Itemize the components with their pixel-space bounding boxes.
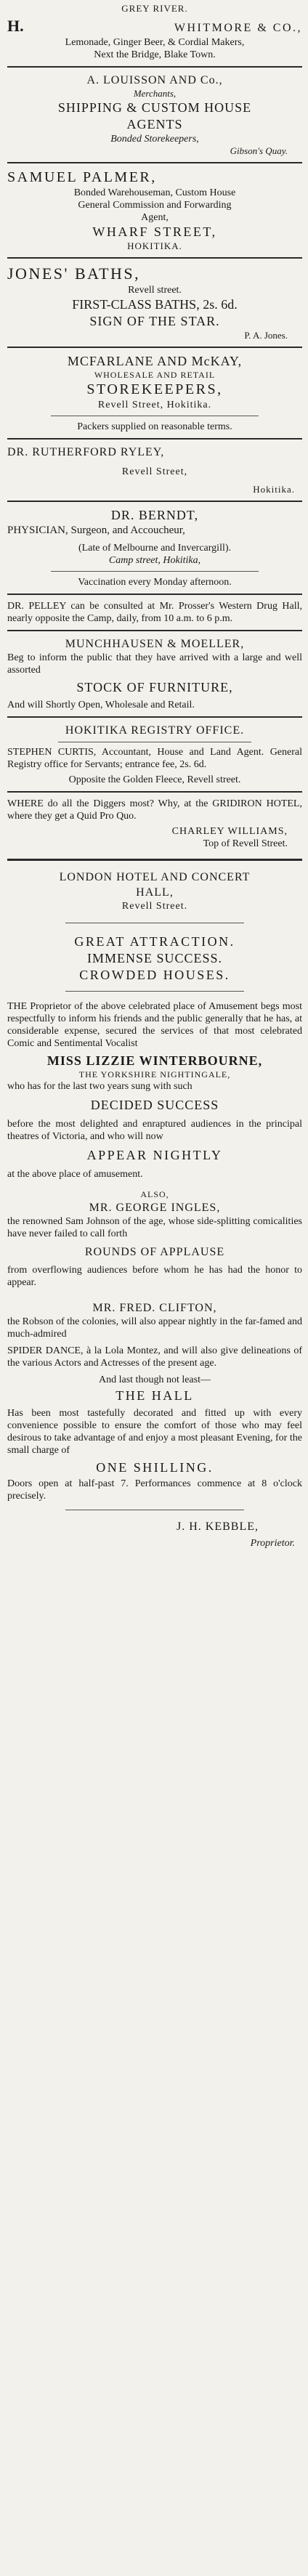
ad-paragraph: SPIDER DANCE, à la Lola Montez, and will also give delineations of the various Actors and Actresses of the present age. bbox=[7, 1345, 302, 1369]
divider bbox=[7, 791, 302, 793]
ad-heading: HALL, bbox=[136, 886, 174, 899]
short-rule bbox=[65, 991, 244, 992]
ad-line: PHYSICIAN, Surgeon, and Accoucheur, bbox=[7, 524, 185, 536]
ad-line: WHERE do all the Diggers most? Why, at the GRIDIRON HOTEL, where they get a Quid Pro Quo. bbox=[7, 798, 302, 822]
ad-headline: ROUNDS OF APPLAUSE bbox=[84, 1246, 225, 1258]
ad-line: Hokitika. bbox=[253, 484, 295, 495]
ad-line: THE YORKSHIRE NIGHTINGALE, bbox=[78, 1069, 231, 1080]
ad-paragraph: THE Proprietor of the above celebrated place of Amusement begs most respectfully to inform his friends and the public generally that he has, at considerable expense, secured the services of that most celebrated Comic and Sentimental Vocalist bbox=[7, 1001, 302, 1049]
ad-heading: JONES' BATHS, bbox=[7, 264, 141, 283]
ad-line: SHIPPING & CUSTOM HOUSE bbox=[57, 100, 252, 115]
divider bbox=[7, 501, 302, 502]
ad-line: HOKITIKA. bbox=[127, 240, 182, 251]
ad-jones bbox=[7, 264, 302, 341]
ad-mcfarlane bbox=[7, 353, 302, 433]
ad-paragraph: Doors open at half-past 7. Performances commence at 8 o'clock precisely. bbox=[7, 1478, 302, 1502]
ad-paragraph: Has been most tastefully decorated and fitted up with every convenience possible to ensure the comfort of those who may feel desirous to take advantage of and enjoy a most pleasant Evening, for the small charge of bbox=[7, 1408, 302, 1456]
ad-line: P. A. Jones. bbox=[244, 330, 288, 341]
ad-line: STOCK OF FURNITURE, bbox=[76, 680, 233, 694]
ad-heading: HOKITIKA REGISTRY OFFICE. bbox=[65, 724, 245, 737]
ad-line: Gibson's Quay. bbox=[230, 145, 288, 156]
ad-heading: SAMUEL PALMER, bbox=[7, 169, 157, 185]
ad-heading: DR. BERNDT, bbox=[110, 508, 199, 522]
ad-line: SIGN OF THE STAR. bbox=[89, 314, 220, 328]
ad-headline: ONE SHILLING. bbox=[96, 1460, 214, 1475]
ad-line: And last though not least— bbox=[99, 1374, 211, 1385]
ad-line: AGENTS bbox=[126, 117, 183, 131]
ad-paragraph: who has for the last two years sung with such bbox=[7, 1081, 192, 1092]
ad-performer: MISS LIZZIE WINTERBOURNE, bbox=[46, 1053, 263, 1068]
ad-registry bbox=[7, 723, 302, 786]
divider bbox=[7, 438, 302, 440]
ad-paragraph: the renowned Sam Johnson of the age, whose side-splitting comicalities have never failed to call forth bbox=[7, 1216, 302, 1239]
ad-line: STOREKEEPERS, bbox=[86, 381, 223, 397]
ad-initial: H. bbox=[7, 17, 24, 35]
ad-line: Lemonade, Ginger Beer, & Cordial Makers, bbox=[65, 37, 245, 48]
ad-berndt bbox=[7, 507, 302, 588]
ad-headline: DECIDED SUCCESS bbox=[90, 1098, 219, 1112]
divider bbox=[7, 66, 302, 68]
ad-location: GREY RIVER. bbox=[121, 3, 188, 14]
ad-performer: MR. GEORGE INGLES, bbox=[89, 1202, 221, 1214]
ad-heading: DR. RUTHERFORD RYLEY, bbox=[7, 446, 165, 458]
ad-line: Revell Street, bbox=[121, 466, 188, 477]
ad-line: (Late of Melbourne and Invercargill). bbox=[78, 543, 232, 554]
ad-gridiron bbox=[7, 798, 302, 850]
ad-line: Revell Street, Hokitika. bbox=[97, 400, 212, 410]
ad-louisson bbox=[7, 73, 302, 157]
ad-line: Merchants, bbox=[133, 88, 177, 99]
ad-line: Packers supplied on reasonable terms. bbox=[77, 421, 232, 432]
divider bbox=[7, 162, 302, 163]
ad-line: Revell street. bbox=[128, 285, 182, 296]
ad-paragraph: the Robson of the colonies, will also appear nightly in the far-famed and much-admired bbox=[7, 1316, 302, 1340]
ad-headline: IMMENSE SUCCESS. bbox=[86, 951, 223, 965]
ad-ryley bbox=[7, 445, 302, 495]
ad-line: Bonded Warehouseman, Custom House bbox=[73, 187, 236, 198]
ad-line: Beg to inform the public that they have arrived with a large and well assorted bbox=[7, 652, 302, 676]
ad-paragraph: at the above place of amusement. bbox=[7, 1169, 143, 1180]
ad-line: Proprietor. bbox=[250, 1538, 295, 1549]
ad-line: ALSO, bbox=[140, 1189, 169, 1199]
ad-heading-row bbox=[7, 16, 302, 36]
divider bbox=[7, 257, 302, 259]
ad-heading: LONDON HOTEL AND CONCERT bbox=[59, 871, 251, 883]
ad-line: CHARLEY WILLIAMS, bbox=[171, 826, 288, 837]
ad-headline: THE HALL bbox=[115, 1388, 194, 1403]
divider bbox=[7, 594, 302, 595]
ad-pelley: DR. PELLEY can be consulted at Mr. Prosser's Western Drug Hall, nearly opposite the Camp, daily, from 10 a.m. to 6 p.m. bbox=[7, 601, 302, 624]
ad-headline: APPEAR NIGHTLY bbox=[86, 1148, 223, 1162]
divider bbox=[7, 716, 302, 718]
ad-palmer bbox=[7, 169, 302, 252]
ad-performer: MR. FRED. CLIFTON, bbox=[92, 1302, 217, 1314]
divider bbox=[7, 347, 302, 348]
ad-line: FIRST-CLASS BATHS, 2s. 6d. bbox=[72, 297, 238, 312]
ad-line: Opposite the Golden Fleece, Revell street. bbox=[68, 774, 241, 785]
ad-headline: GREAT ATTRACTION. bbox=[74, 934, 235, 949]
ad-paragraph: from overflowing audiences before whom he has had the honor to appear. bbox=[7, 1265, 302, 1288]
ad-line: WHARF STREET, bbox=[92, 224, 217, 239]
ad-line: General Commission and Forwarding bbox=[78, 200, 232, 211]
ad-headline: CROWDED HOUSES. bbox=[79, 968, 230, 982]
divider bbox=[7, 859, 302, 861]
ad-line: Vaccination every Monday afternoon. bbox=[78, 577, 232, 588]
ad-paragraph: before the most delighted and enraptured audiences in the principal theatres of Victoria, and who will now bbox=[7, 1119, 302, 1142]
ad-line: And will Shortly Open, Wholesale and Retail. bbox=[7, 700, 195, 710]
ad-signature: J. H. KEBBLE, bbox=[177, 1520, 259, 1533]
ad-line: Camp street, Hokitika, bbox=[108, 555, 201, 566]
ad-london-hotel bbox=[7, 870, 302, 1550]
ad-whitmore bbox=[7, 3, 302, 61]
ad-line: Agent, bbox=[141, 212, 169, 223]
ad-line: STEPHEN CURTIS, Accountant, House and Land Agent. General Registry office for Servants; entrance fee, 2s. 6d. bbox=[7, 747, 302, 770]
ad-line: WHOLESALE AND RETAIL bbox=[94, 370, 216, 380]
short-rule bbox=[51, 571, 259, 572]
ad-line: Bonded Storekeepers, bbox=[110, 134, 199, 145]
ad-heading: MUNCHHAUSEN & MOELLER, bbox=[65, 638, 245, 650]
ad-munchhausen bbox=[7, 636, 302, 711]
ad-line: Next the Bridge, Blake Town. bbox=[94, 49, 216, 60]
ad-heading: WHITMORE & CO., bbox=[174, 22, 302, 34]
ad-line: Top of Revell Street. bbox=[203, 838, 288, 849]
ad-line: Revell Street. bbox=[121, 901, 188, 912]
ad-heading: A. LOUISSON AND Co., bbox=[86, 74, 223, 86]
ad-heading: MCFARLANE AND McKAY, bbox=[67, 354, 243, 368]
divider bbox=[7, 630, 302, 631]
